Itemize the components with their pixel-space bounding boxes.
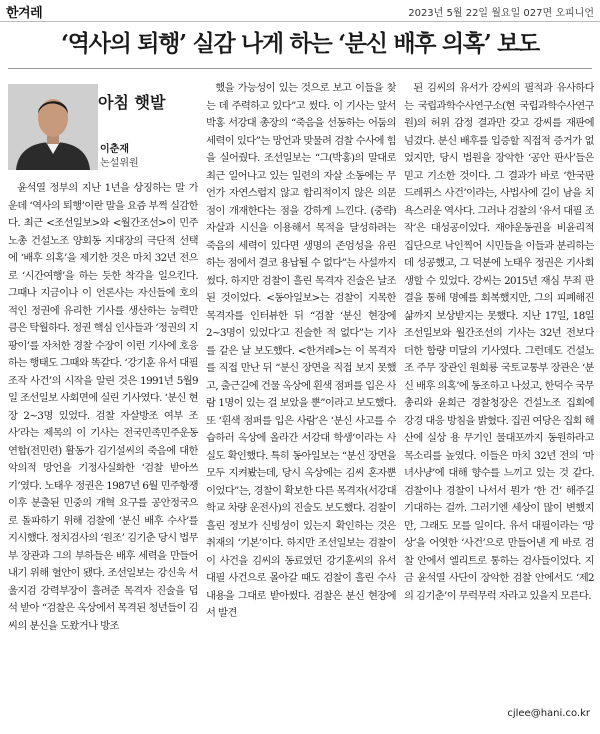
article-column-3: 된 김씨의 유서가 강씨의 필적과 유사하다는 국립과학수사연구소(현 국립과학수사연구원)의 허위 감정 결과만 갖고 강씨를 재판에 넘겼다. 분신 배후를 입증할 직접적 증거가 없었지만, 당시 법원을 장악한 ‘공안 판사’들은 믿고 기소한 것이다. 그 결과가 바로 ‘한국판 드레퓌스 사건’이라는, 사법사에 길이 남을 치욕스러운 역사다. 그러나 검찰의 ‘유서 대필 조작’은 대성공이었다. 재야운동권을 비윤리적 집단으로 낙인찍어 시민들을 이들과 분리하는 데 성공했고, 그 덕분에 노태우 정권은 기사회생할 수 있었다. 강씨는 2015년 재심 무죄 판결을 통해 명예를 회복했지만, 그의 피폐해진 삶까지 보상받지는 못했다. 지난 17일, 18일 조선일보와 월간조선의 기사는 32년 전보다 더한 함량 미달의 기사였다. 그런데도 건설노조 주무 장관인 원희룡 국토교통부 장관은 ‘분신 배후 의혹’에 동조하고 나섰고, 한덕수 국무총리와 윤희근 경찰청장은 건설노조 집회에 강경 대응 방침을 밝혔다. 집권 여당은 집회 해산에 실상 용 무기인 물대포까지 동원하라고 목소리를 높였다. 이들은 마치 32년 전의 ‘마녀사냥’에 대해 향수를 느끼고 있는 것 같다. 검찰이나 경찰이 나서서 뭔가 ‘한 건’ 해주길 기대하는 걸까. 그러기엔 세상이 많이 변했지만, 그래도 모를 일이다. 유서 대필이라는 ‘망상’을 어엿한 ‘사건’으로 만들어낸 게 바로 검찰 안에서 엘리트로 통하는 검사들이었다. 지금 윤석열 사단이 장악한 검찰 안에서도 ‘제2의 김기춘’이 무럭무럭 자라고 있을지 모른다. [404,82,594,602]
author-role: 논설위원 [100,158,139,169]
newspaper-logo: 한겨레 [6,6,43,21]
author-name: 이춘재 [100,144,129,155]
issue-info: 2023년 5월 22일 월요일 027면 오피니언 [408,8,594,19]
author-email[interactable]: cjlee@hani.co.kr [507,708,590,719]
article-column-2: 했을 가능성이 있는 것으로 보고 이들을 찾는 데 주력하고 있다”고 썼다. 이 기사는 앞서 박홍 서강대 총장의 “죽음을 선동하는 어둠의 세력이 있다”는 망언과 맞물려 검찰 수사에 힘을 실어줬다. 조선일보는 “그(박홍)의 말대로 최근 일어나고 있는 일련의 자살 소동에는 무언가 자연스럽지 않고 합리적이지 않은 의문점이 개재한다는 점을 강하게 느낀다. (중략) 자살과 시신을 이용해서 목적을 달성하려는 죽음의 세력이 있다면 생명의 존엄성을 유린하는 점에서 결코 용납될 수 없다”는 사설까지 썼다. 하지만 검찰이 흘린 목격자 진술은 날조된 것이었다. <동아일보>는 검찰이 지목한 목격자를 인터뷰한 뒤 “검찰 ‘분신 현장에 2~3명이 있었다’고 진술한 적 없다”는 기사를 같은 날 보도했다. <한겨레>는 이 목격자를 직접 만난 뒤 “분신 장면을 직접 보지 못했고, 출근길에 건물 옥상에 흰색 점퍼를 입은 사람 1명이 있는 걸 보았을 뿐”이라고 보도했다. 또 ‘흰색 점퍼를 입은 사람’은 ‘분신 사고를 수습하러 옥상에 올라간 서강대 학생’이라는 사실도 확인했다. 특히 동아일보는 “분신 장면을 모두 지켜봤는데, 당시 옥상에는 김씨 혼자뿐이었다”는, 경찰이 확보한 다른 목격자(서강대 학교 차량 운전사)의 진술도 보도했다. 검찰이 흘린 정보가 신빙성이 있는지 확인하는 것은 취재의 ‘기본’이다. 하지만 조선일보는 검찰이 이 사건을 김씨의 동료였던 강기훈씨의 유서 대필 사건으로 몰아갈 때도 검찰이 흘린 수사 내용을 그대로 받아썼다. 검찰은 분신 현장에서 발견 [206,82,396,619]
headline-rule [8,68,592,69]
article-column-1: 윤석열 정부의 지난 1년을 상징하는 말 가운데 ‘역사의 퇴행’이란 말을 요즘 부쩍 실감한다. 최근 <조선일보>와 <월간조선>이 민주노총 건설노조 양회동 지대장의 극단적 선택에 ‘배후 의혹’을 제기한 것은 마치 32년 전으로 ‘시간여행’을 하는 듯한 착각을 일으킨다. 그때나 지금이나 이 언론사는 자신들에 호의적인 정권에 유리한 기사를 생산하는 능력만큼은 탁월하다. 정권 핵심 인사들과 ‘정권의 지팡이’를 자처한 경찰 수장이 이런 기사에 호응하는 행태도 그때와 똑같다. ‘강기훈 유서 대필 조작 사건’의 시작을 알린 것은 1991년 5월9일 조선일보 사회면에 실린 기사였다. ‘분신 현장 2~3명 있었다. 검찰 자살방조 여부 조사’라는 제목의 이 기사는 전국민족민주운동연합(전민련) 활동가 김기설씨의 죽음에 대한 악의적 망언을 기정사실화한 ‘검찰 받아쓰기’였다. 노태우 정권은 1987년 6월 민주항쟁 이후 분출된 민중의 개혁 요구를 공안정국으로 돌파하기 위해 검찰에 ‘분신 배후 수사’를 지시했다. 정치검사의 ‘원조’ 김기춘 당시 법무부 장관과 그의 부하들은 배후 세력을 만들어내기 위해 혈안이 됐다. 조선일보는 강신욱 서울지검 강력부장이 흘려준 목격자 진술을 덥석 받아 “검찰은 옥상에서 목격된 청년들이 김씨의 분신을 도왔거나 방조 [8,182,198,632]
column-byline [8,80,198,180]
column-name: 아침 햇발 [98,93,166,112]
headline: ‘역사의 퇴행’ 실감 나게 하는 ‘분신 배후 의혹’ 보도 [61,30,539,57]
masthead [0,0,600,22]
author-portrait-icon [8,84,98,170]
author-photo [8,84,98,170]
